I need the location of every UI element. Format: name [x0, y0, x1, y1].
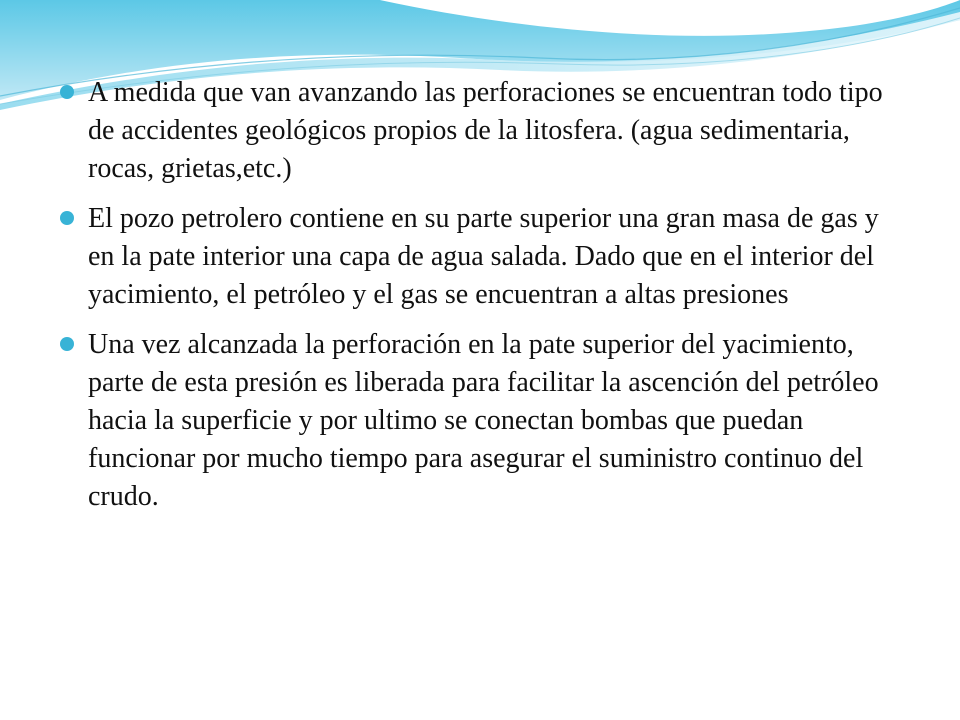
bullet-text: El pozo petrolero contiene en su parte superior una gran masa de gas y en la pate interior una capa de agua salada. Dado que en el interior del yacimiento, el petróleo y el gas se encuentran a altas presiones: [88, 203, 879, 310]
bullet-dot-icon: [60, 85, 74, 99]
bullet-dot-icon: [60, 337, 74, 351]
bullet-item-1: [60, 74, 910, 188]
bullet-item-3: [60, 326, 910, 516]
bullet-text: Una vez alcanzada la perforación en la pate superior del yacimiento, parte de esta presión es liberada para facilitar la ascención del petróleo hacia la superficie y por ultimo se conectan bombas que puedan funcionar por mucho tiempo para asegurar el suministro continuo del crudo.: [88, 329, 879, 512]
bullet-text: A medida que van avanzando las perforaciones se encuentran todo tipo de accidentes geológicos propios de la litosfera. (agua sedimentaria, rocas, grietas,etc.): [88, 77, 883, 184]
bullet-dot-icon: [60, 211, 74, 225]
bullet-list: [60, 74, 910, 528]
bullet-item-2: [60, 200, 910, 314]
